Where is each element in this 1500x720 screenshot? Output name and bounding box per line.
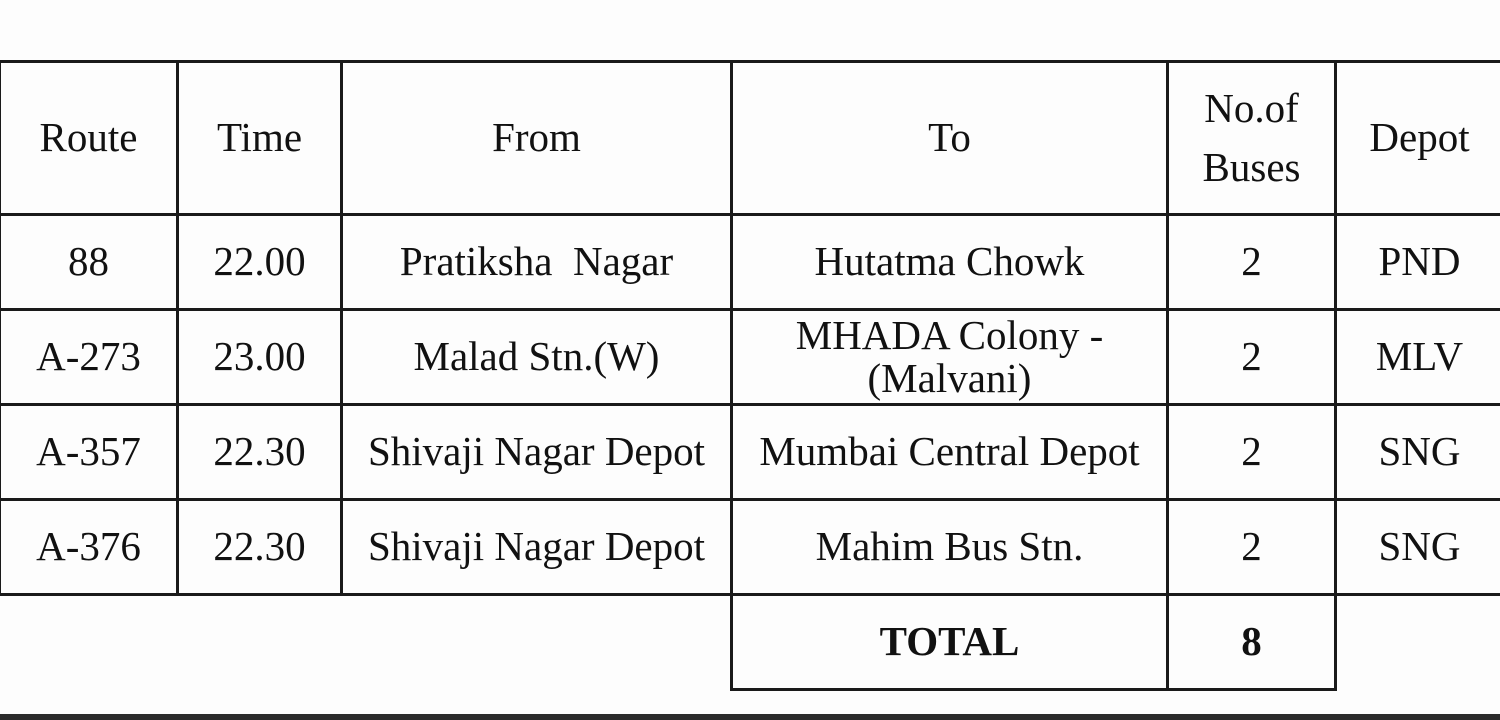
cell-to: Mahim Bus Stn.	[732, 500, 1168, 595]
cell-buses: 2	[1168, 215, 1336, 310]
cell-route: 88	[0, 215, 178, 310]
cell-time: 22.30	[178, 405, 342, 500]
header-depot: Depot	[1336, 62, 1500, 215]
cell-from: Shivaji Nagar Depot	[342, 500, 732, 595]
table-row	[0, 215, 1500, 310]
table-row	[0, 310, 1500, 405]
table-header-row	[0, 62, 1500, 215]
cell-from: Shivaji Nagar Depot	[342, 405, 732, 500]
bottom-edge-bar	[0, 714, 1500, 720]
cell-depot: MLV	[1336, 310, 1500, 405]
total-row-spacer	[0, 595, 732, 690]
table-row	[0, 500, 1500, 595]
header-time: Time	[178, 62, 342, 215]
cell-to: Mumbai Central Depot	[732, 405, 1168, 500]
total-label: TOTAL	[732, 595, 1168, 690]
header-to: To	[732, 62, 1168, 215]
total-row-spacer-right	[1336, 595, 1500, 690]
cell-to: Hutatma Chowk	[732, 215, 1168, 310]
header-from: From	[342, 62, 732, 215]
bus-routes-table	[0, 60, 1500, 691]
cell-route: A-357	[0, 405, 178, 500]
cell-from: Malad Stn.(W)	[342, 310, 732, 405]
cell-route: A-273	[0, 310, 178, 405]
cell-route: A-376	[0, 500, 178, 595]
cell-buses: 2	[1168, 405, 1336, 500]
cell-time: 22.00	[178, 215, 342, 310]
header-no-of-buses: No.of Buses	[1168, 62, 1336, 215]
cell-buses: 2	[1168, 310, 1336, 405]
cell-buses: 2	[1168, 500, 1336, 595]
cell-time: 23.00	[178, 310, 342, 405]
table-row	[0, 405, 1500, 500]
cell-time: 22.30	[178, 500, 342, 595]
total-row	[0, 595, 1500, 690]
cell-depot: PND	[1336, 215, 1500, 310]
cell-to: MHADA Colony - (Malvani)	[732, 310, 1168, 405]
header-route: Route	[0, 62, 178, 215]
cell-from: Pratiksha Nagar	[342, 215, 732, 310]
cell-depot: SNG	[1336, 500, 1500, 595]
total-value: 8	[1168, 595, 1336, 690]
cell-depot: SNG	[1336, 405, 1500, 500]
